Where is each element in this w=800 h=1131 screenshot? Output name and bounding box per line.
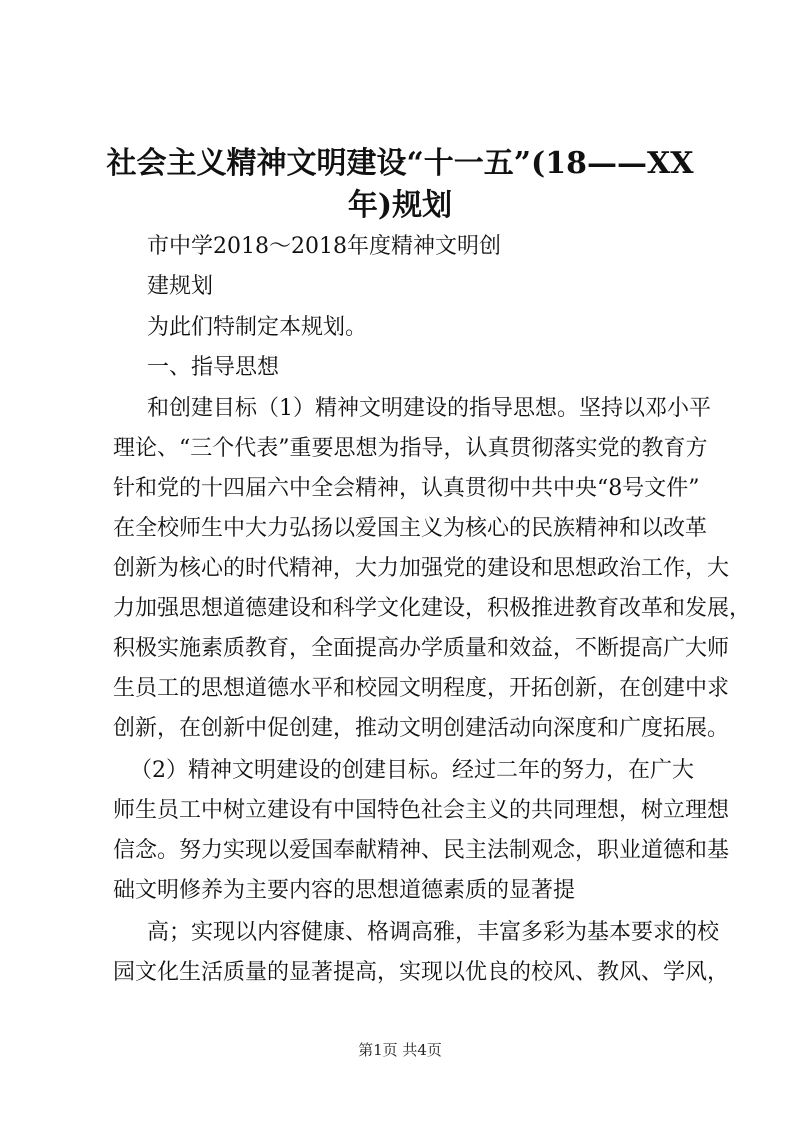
paragraph-line: 为此们特制定本规划。 [147, 315, 368, 340]
paragraph-line: 园文化生活质量的显著提高，实现以优良的校风、教风、学风， [113, 960, 730, 985]
paragraph-line: 生员工的思想道德水平和校园文明程度，开拓创新，在创建中求 [113, 676, 730, 701]
paragraph-line: 力加强思想道德建设和科学文化建设，积极推进教育改革和发展， [113, 596, 752, 621]
document-title-line-2: 年)规划 [347, 188, 453, 223]
paragraph-line: 在全校师生中大力弘扬以爱国主义为核心的民族精神和以改革 [113, 516, 708, 541]
paragraph-line: 高；实现以内容健康、格调高雅，丰富多彩为基本要求的校 [147, 920, 720, 945]
paragraph-line: 创新，在创新中促创建，推动文明创建活动向深度和广度拓展。 [113, 716, 730, 741]
paragraph-line: 建规划 [147, 274, 214, 299]
paragraph-line: 和创建目标（1）精神文明建设的指导思想。坚持以邓小平 [147, 396, 711, 421]
section-heading: 一、指导思想 [147, 355, 280, 380]
document-title-line-1: 社会主义精神文明建设“十一五”(18——XX [106, 146, 694, 181]
paragraph-line: 信念。努力实现以爱国奉献精神、民主法制观念，职业道德和基 [113, 838, 730, 863]
paragraph-line: 创新为核心的时代精神，大力加强党的建设和思想政治工作，大 [113, 556, 730, 581]
page-number-footer: 第1页 共4页 [358, 1041, 442, 1059]
paragraph-line: 市中学2018～2018年度精神文明创 [147, 234, 501, 259]
paragraph-line: 师生员工中树立建设有中国特色社会主义的共同理想，树立理想 [113, 798, 730, 823]
paragraph-line: 积极实施素质教育，全面提高办学质量和效益，不断提高广大师 [113, 636, 730, 661]
paragraph-line: 理论、“三个代表”重要思想为指导，认真贯彻落实党的教育方 [113, 436, 708, 461]
paragraph-line: 础文明修养为主要内容的思想道德素质的显著提 [113, 878, 576, 903]
paragraph-line: 针和党的十四届六中全会精神，认真贯彻中共中央“8号文件” [113, 476, 700, 501]
paragraph-line: （2）精神文明建设的创建目标。经过二年的努力，在广大 [130, 758, 694, 783]
